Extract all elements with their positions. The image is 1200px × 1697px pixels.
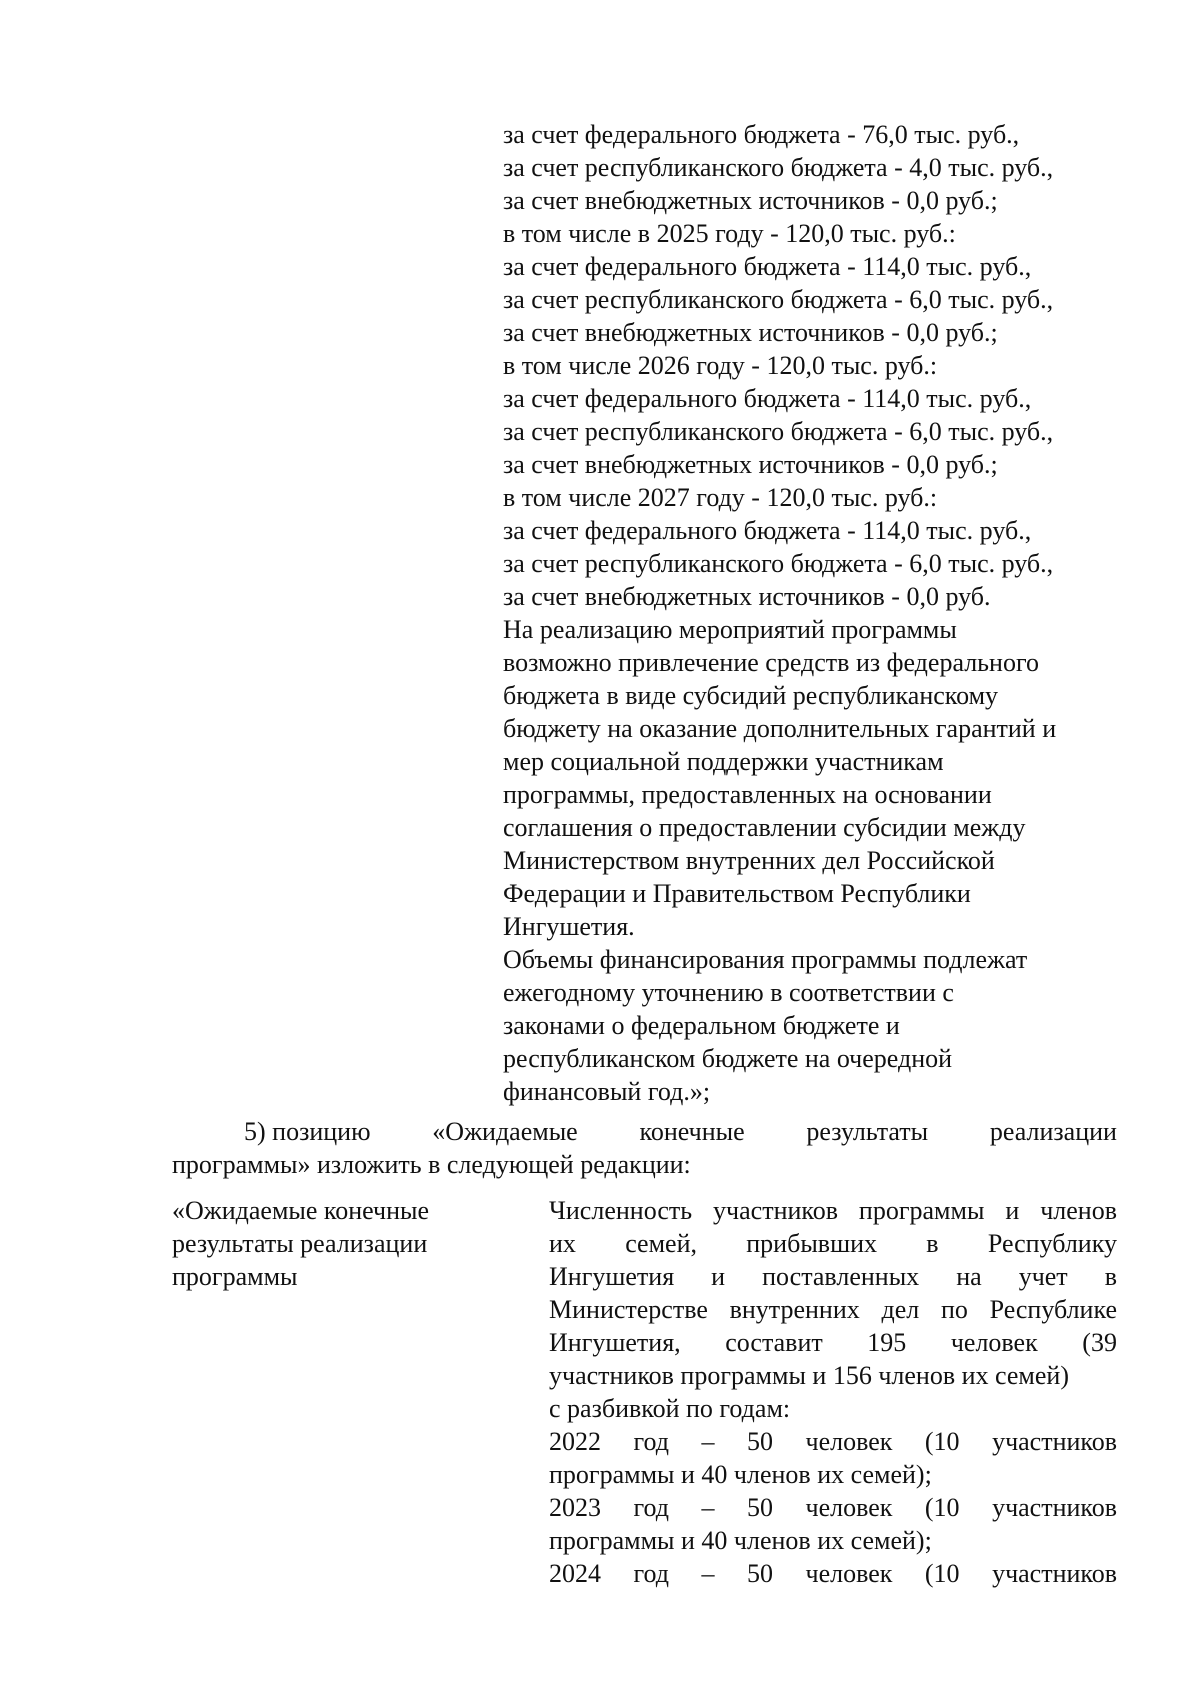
funding-line: возможно привлечение средств из федерального [503,648,1039,677]
clause-word: «Ожидаемые [432,1117,578,1146]
clause-word: 5) позицию [244,1117,371,1146]
funding-line: за счет внебюджетных источников - 0,0 руб. [503,582,991,611]
funding-line: программы, предоставленных на основании [503,780,992,809]
value-word: дел [881,1295,920,1324]
value-word: – [701,1493,715,1522]
value-word: 2023 [549,1493,601,1522]
value-word: 50 [747,1427,773,1456]
value-line [549,1557,1117,1590]
value-line [549,1260,1117,1293]
value-word: (10 [924,1559,960,1588]
funding-line: соглашения о предоставлении субсидии между [503,813,1026,842]
value-word: 50 [747,1559,773,1588]
value-word: человек [805,1427,893,1456]
value-word: 50 [747,1493,773,1522]
funding-line: Объемы финансирования программы подлежат [503,945,1028,974]
clause-5-first-line [244,1115,1117,1148]
funding-line: в том числе 2026 году - 120,0 тыс. руб.: [503,351,938,380]
funding-line: за счет федерального бюджета - 76,0 тыс. руб., [503,120,1020,149]
funding-line: На реализацию мероприятий программы [503,615,957,644]
value-line [549,1227,1117,1260]
value-word: (39 [1082,1328,1117,1357]
value-word: на [956,1262,982,1291]
value-word: 195 [867,1328,907,1357]
value-word: 2022 [549,1427,601,1456]
value-line: с разбивкой по годам: [549,1394,791,1423]
clause-word: результаты [806,1117,929,1146]
position-label-line: программы [172,1262,298,1291]
value-word: человек [805,1493,893,1522]
value-word: поставленных [762,1262,920,1291]
funding-line: за счет внебюджетных источников - 0,0 руб.; [503,318,998,347]
value-word: Численность [549,1196,693,1225]
clause-word: реализации [989,1117,1117,1146]
position-label-line: результаты реализации [172,1229,428,1258]
value-word: год [633,1427,669,1456]
value-line: программы и 40 членов их семей); [549,1460,932,1489]
value-word: Республику [987,1229,1117,1258]
value-word: учет [1018,1262,1068,1291]
value-word: в [1104,1262,1117,1291]
value-word: (10 [924,1493,960,1522]
value-word: Ингушетия [549,1262,675,1291]
value-word: и [1005,1196,1020,1225]
value-word: прибывших [746,1229,878,1258]
funding-line: ежегодному уточнению в соответствии с [503,978,954,1007]
funding-line: за счет федерального бюджета - 114,0 тыс. руб., [503,516,1032,545]
value-word: семей, [625,1229,697,1258]
funding-line: за счет республиканского бюджета - 4,0 тыс. руб., [503,153,1054,182]
value-line [549,1326,1117,1359]
funding-line: мер социальной поддержки участникам [503,747,944,776]
value-line [549,1194,1117,1227]
value-word: составит [725,1328,823,1357]
value-word: участников [713,1196,838,1225]
funding-line: за счет внебюджетных источников - 0,0 руб.; [503,186,998,215]
value-line: программы и 40 членов их семей); [549,1526,932,1555]
value-word: членов [1040,1196,1117,1225]
value-word: и [711,1262,726,1291]
value-line [549,1293,1117,1326]
funding-line: в том числе в 2025 году - 120,0 тыс. руб.: [503,219,956,248]
value-word: программы [858,1196,985,1225]
funding-line: Министерством внутренних дел Российской [503,846,995,875]
funding-line: за счет федерального бюджета - 114,0 тыс. руб., [503,384,1032,413]
funding-line: бюджета в виде субсидий республиканскому [503,681,999,710]
funding-line: в том числе 2027 году - 120,0 тыс. руб.: [503,483,938,512]
value-word: их [549,1229,576,1258]
value-line [549,1425,1117,1458]
value-word: участников [992,1427,1117,1456]
funding-line: за счет республиканского бюджета - 6,0 тыс. руб., [503,417,1054,446]
funding-line: республиканском бюджете на очередной [503,1044,953,1073]
value-line: участников программы и 156 членов их семей) [549,1361,1069,1390]
funding-line: за счет внебюджетных источников - 0,0 руб.; [503,450,998,479]
value-word: – [701,1427,715,1456]
funding-line: за счет республиканского бюджета - 6,0 тыс. руб., [503,285,1054,314]
value-word: Министерстве [549,1295,708,1324]
clause-word: конечные [639,1117,745,1146]
value-line [549,1491,1117,1524]
value-word: (10 [924,1427,960,1456]
funding-line: финансовый год.»; [503,1077,711,1106]
value-word: – [701,1559,715,1588]
value-word: Республике [989,1295,1117,1324]
value-word: человек [950,1328,1038,1357]
value-word: год [633,1493,669,1522]
funding-line: Федерации и Правительством Республики [503,879,971,908]
funding-line: бюджету на оказание дополнительных гарантий и [503,714,1057,743]
funding-line: за счет федерального бюджета - 114,0 тыс. руб., [503,252,1032,281]
value-word: участников [992,1493,1117,1522]
clause-5-second-line: программы» изложить в следующей редакции: [172,1150,691,1179]
value-word: участников [992,1559,1117,1588]
value-word: год [633,1559,669,1588]
value-word: по [940,1295,968,1324]
value-word: в [926,1229,939,1258]
value-word: Ингушетия, [549,1328,681,1357]
funding-line: Ингушетия. [503,912,635,941]
funding-line: за счет республиканского бюджета - 6,0 тыс. руб., [503,549,1054,578]
funding-line: законами о федеральном бюджете и [503,1011,900,1040]
value-word: человек [805,1559,893,1588]
value-word: внутренних [729,1295,860,1324]
value-word: 2024 [549,1559,601,1588]
position-label-line: «Ожидаемые конечные [172,1196,430,1225]
